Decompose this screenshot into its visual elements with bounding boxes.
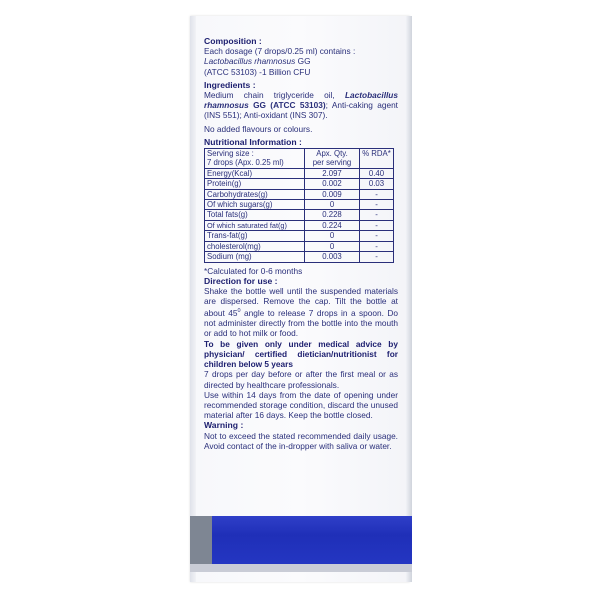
ingredients-strain: Lactobacillus rhamnosus (204, 90, 398, 111)
nutrient-rda: - (360, 241, 394, 251)
nutrient-qty: 0 (305, 200, 360, 210)
nutrient-rda: - (360, 231, 394, 241)
dosage-text: 7 drops per day before or after the first meal or as directed by healthcare professionals. (204, 369, 398, 390)
nutrient-qty: 0 (305, 231, 360, 241)
nutrient-rda: 0.40 (360, 168, 394, 178)
nutrient-rda: - (360, 220, 394, 230)
nutrition-table (204, 148, 394, 262)
carton-bottom-strip (190, 564, 412, 572)
nutrient-name: Total fats(g) (205, 210, 305, 220)
warning-text: Not to exceed the stated recommended daily usage. Avoid contact of the in-dropper with saliva or water. (204, 430, 398, 451)
ingredients-part-a: Medium chain triglyceride oil, (204, 90, 345, 101)
nutrient-rda: 0.03 (360, 179, 394, 189)
nutrient-rda: - (360, 200, 394, 210)
composition-line3: (ATCC 53103) -1 Billion CFU (204, 66, 311, 77)
table-row (205, 210, 394, 220)
rda-footnote: *Calculated for 0-6 months (204, 265, 303, 276)
table-row (205, 179, 394, 189)
grey-color-band (190, 516, 212, 564)
table-row (205, 200, 394, 210)
ingredients-heading: Ingredients : (204, 79, 256, 90)
ingredients-part-d: ; Anti-caking agent (INS 551); Anti-oxidant (INS 307). (204, 100, 398, 121)
nutrient-qty: 0.003 (305, 252, 360, 262)
nutrition-heading: Nutritional Information : (204, 136, 302, 147)
nutrient-name: Energy(Kcal) (205, 168, 305, 178)
nutrient-qty: 0 (305, 241, 360, 251)
nutrient-rda: - (360, 189, 394, 199)
directions-heading: Direction for use : (204, 275, 278, 286)
nutrient-qty: 0.224 (305, 220, 360, 230)
nutrient-name: Of which saturated fat(g) (205, 220, 305, 230)
nutrient-qty: 0.009 (305, 189, 360, 199)
carton-right-edge (406, 16, 412, 582)
table-row (205, 220, 394, 230)
nutrient-name: Trans-fat(g) (205, 231, 305, 241)
storage-text: Use within 14 days from the date of opening under recommended storage condition, discard the unused material after 16 days. Keep the bottle closed. (204, 389, 398, 421)
nutrient-rda: - (360, 210, 394, 220)
ingredients-text (204, 90, 398, 121)
nutrient-qty: 2.097 (305, 168, 360, 178)
nutrient-qty: 0.002 (305, 179, 360, 189)
directions-text: Shake the bottle well until the suspended materials are dispersed. Remove the cap. Tilt the bottle at about $45^0$ angle to release 7 drops in a spoon. Do not administer directly from the bottle into the mouth or add to hot milk or food. (204, 285, 399, 339)
table-row (205, 231, 394, 241)
nutrient-name: Carbohydrates(g) (205, 189, 305, 199)
nutrient-rda: - (360, 252, 394, 262)
composition-line2 (204, 56, 398, 66)
strain-suffix: GG (295, 56, 311, 67)
nutrient-qty: 0.228 (305, 210, 360, 220)
label-text-block (204, 36, 398, 451)
header-rda: % RDA* (360, 149, 394, 169)
table-row (205, 252, 394, 262)
header-serving-size: Serving size : 7 drops (Apx. 0.25 ml) (205, 149, 305, 169)
degree-mark: 0 (237, 308, 241, 315)
nutrient-name: Of which sugars(g) (205, 200, 305, 210)
nutrient-name: Protein(g) (205, 179, 305, 189)
table-row (205, 241, 394, 251)
table-row (205, 189, 394, 199)
warning-heading: Warning : (204, 420, 244, 431)
medical-advice: To be given only under medical advice by physician/ certified dietician/nutritionist for children below 5 years (204, 338, 398, 370)
nutrient-name: cholesterol(mg) (205, 241, 305, 251)
composition-heading: Composition : (204, 36, 262, 46)
strain-name: Lactobacillus rhamnosus (204, 56, 296, 67)
composition-line1: Each dosage (7 drops/0.25 ml) contains : (204, 46, 356, 57)
header-qty: Apx. Qty. per serving (305, 149, 360, 169)
nutrition-header-row (205, 149, 394, 169)
ingredients-strain-code: GG (ATCC 53103) (248, 100, 326, 111)
table-row (205, 168, 394, 178)
nutrient-name: Sodium (mg) (205, 252, 305, 262)
blue-color-band (190, 516, 412, 564)
no-additives-note: No added flavours or colours. (204, 123, 313, 134)
carton-left-edge (190, 16, 196, 582)
